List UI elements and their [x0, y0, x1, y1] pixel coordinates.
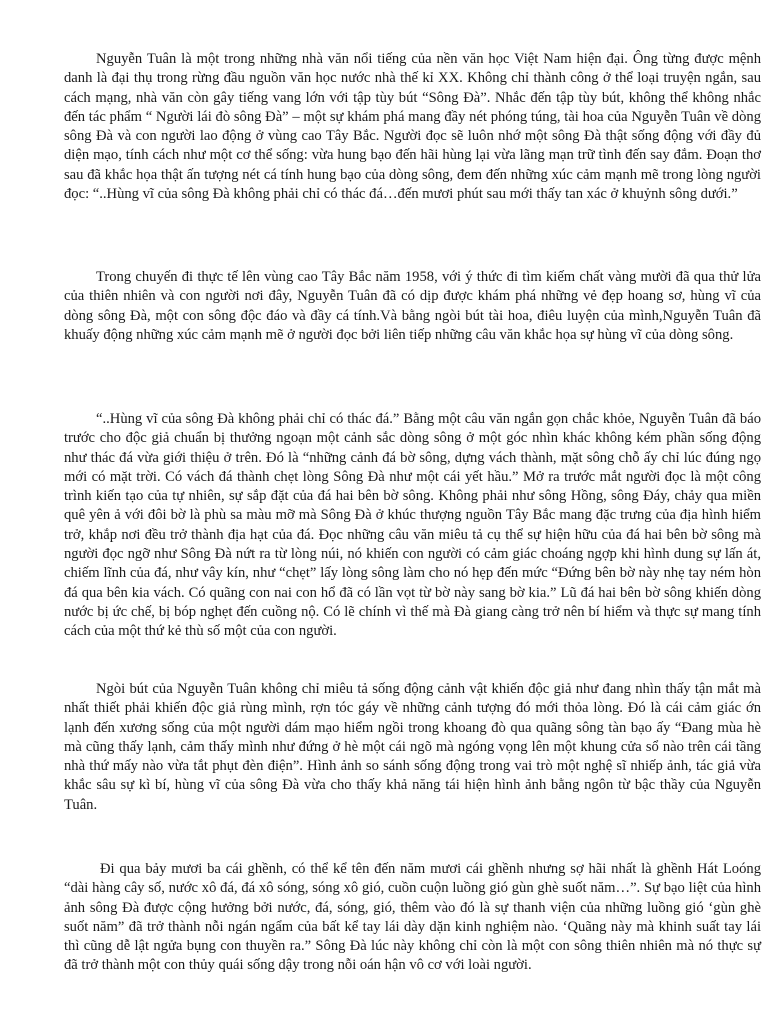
paragraph-text: Trong chuyến đi thực tế lên vùng cao Tây Bắc năm 1958, với ý thức đi tìm kiếm chất vàng mười đã qua thử lửa của thiên nhiên và con người nơi đây, Nguyễn Tuân đã có dịp được khám phá những vẻ đẹp hoang sơ, hùng vĩ của dòng sông Đà, một con sông độc đáo và đầy cá tính.Và bằng ngòi bút tài hoa, điêu luyện của mình,Nguyễn Tuân đã khuấy động những xúc cảm mạnh mẽ ở người đọc bởi liên tiếp những câu văn khắc họa sự hùng vĩ của dòng sông. — [64, 269, 761, 343]
paragraph-intro — [64, 50, 761, 204]
paragraph-text: “..Hùng vĩ của sông Đà không phải chỉ có thác đá.” Bằng một câu văn ngắn gọn chắc khỏe, Nguyễn Tuân đã báo trước cho độc giả chuẩn bị thưởng ngoạn một cảnh sắc dòng sông ở một góc nhìn khác không kém phần sống động như thác đá vừa giới thiệu ở trên. Đó là “những cảnh đá bờ sông, dựng vách thành, mặt sông chỗ ấy chỉ lúc đúng ngọ mới có mặt trời. Có vách đá thành chẹt lòng Sông Đà như một cái yết hầu.” Mở ra trước mắt người đọc là một công trình kiến tạo của tự nhiên, sự sắp đặt của đá hai bên bờ sông. Không phải như sông Hồng, sông Đáy, chảy qua miền quê yên ả với đôi bờ là phù sa màu mỡ mà Sông Đà ở khúc thượng nguồn Tây Bắc mang đặc trưng của địa hình hiểm trở, khắp nơi đều trở thành địa hạt của đá. Đọc những câu văn miêu tả cụ thể sự hiện hữu của đá hai bên bờ sông mà người đọc ngỡ như Sông Đà nứt ra từ lòng núi, nó khiến con người có cảm giác choáng ngợp khi hình dung sự lấn át, chiếm lĩnh của đá, như vây kín, như “chẹt” lấy lòng sông làm cho nó hẹp đến mức “Đứng bên bờ này nhẹ tay ném hòn đá qua bên kia vách. Có quãng con nai con hổ đã có lần vọt từ bờ này sang bờ kia.” Lũ đá hai bên bờ sông khiến dòng nước bị ức chế, bị bóp nghẹt đến cuồng nộ. Có lẽ chính vì thế mà Đà giang càng trở nên bí hiểm và thực sự mang tính cách của một thứ kẻ thù số một của con người. — [64, 411, 761, 640]
paragraph-rock-walls — [64, 410, 761, 642]
paragraph-text: Đi qua bảy mươi ba cái ghềnh, có thể kể tên đến năm mươi cái ghềnh nhưng sợ hãi nhất là ghềnh Hát Loóng “dài hàng cây số, nước xô đá, đá xô sóng, sóng xô gió, cuồn cuộn luồng gió gùn ghè suốt năm…”. Sự bạo liệt của hình ảnh sông Đà được cộng hưởng bởi nước, đá, sóng, gió, thêm vào đó là sự thanh viện của những luồng gió ‘gùn ghè suốt năm” đã trở thành nỗi ngán ngẩm của bất kể tay lái dày dặn kinh nghiệm nào. ‘Quãng này mà khinh suất tay lái thì cũng dễ lật ngửa bụng con thuyền ra.” Sông Đà lúc này không chỉ còn là một con sông thiên nhiên mà nó thực sự đã trở thành một con thủy quái sống dậy trong nỗi oán hận vô cơ với loài người. — [64, 861, 761, 974]
paragraph-text: Nguyễn Tuân là một trong những nhà văn nổi tiếng của nền văn học Việt Nam hiện đại. Ông từng được mệnh danh là đại thụ trong rừng đầu nguồn văn học nước nhà thế kỉ XX. Không chỉ thành công ở thể loại truyện ngắn, sau cách mạng, nhà văn còn gây tiếng vang lớn với tập tùy bút “Sông Đà”. Nhắc đến tập tùy bút, không thể không nhắc đến tác phẩm “ Người lái đò sông Đà” – một sự khám phá mang đầy nét phóng túng, tài hoa của Nguyễn Tuân về dòng sông Đà và con người lao động ở vùng cao Tây Bắc. Người đọc sẽ luôn nhớ một sông Đà thật sống động với đầy đủ diện mạo, tính cách như một cơ thể sống: vừa hung bạo đến hãi hùng lại vừa lãng mạn trữ tình đến say đắm. Đoạn thơ sau đã khắc họa thật ấn tượng nét cá tính hung bạo của dòng sông, đem đến những xúc cảm mạnh mẽ trong lòng người đọc: “..Hùng vĩ của sông Đà không phải chỉ có thác đá…đến mươi phút sau mới thấy tan xác ở khuỷnh sông dưới.” — [64, 51, 761, 203]
paragraph-context — [64, 268, 761, 345]
paragraph-text: Ngòi bút của Nguyễn Tuân không chỉ miêu tả sống động cảnh vật khiến độc giả như đang nhìn thấy tận mắt mà nhất thiết phải khiến độc giả rùng mình, rợn tóc gáy về những cảnh tượng đó mới thỏa lòng. Đó là cái cảm giác ớn lạnh đến xương sống của một người dám mạo hiểm ngồi trong khoang đò qua quãng sông tàn bạo ấy “Đang mùa hè mà cũng thấy lạnh, cảm thấy mình như đứng ở hè một cái ngõ mà ngóng vọng lên một khung cửa sổ nào trên cái tầng nhà thứ mấy nào vừa tắt phụt đèn điện”. Hình ảnh so sánh sống động trong vai trò một nghệ sĩ nhiếp ảnh, tác giả vừa khắc sâu sự kì bí, hùng vĩ của sông Đà vừa cho thấy khả năng tái hiện hình ảnh bằng ngôn từ bậc thầy của Nguyễn Tuân. — [64, 681, 761, 813]
paragraph-imagery — [64, 680, 761, 815]
paragraph-rapids — [64, 860, 761, 976]
